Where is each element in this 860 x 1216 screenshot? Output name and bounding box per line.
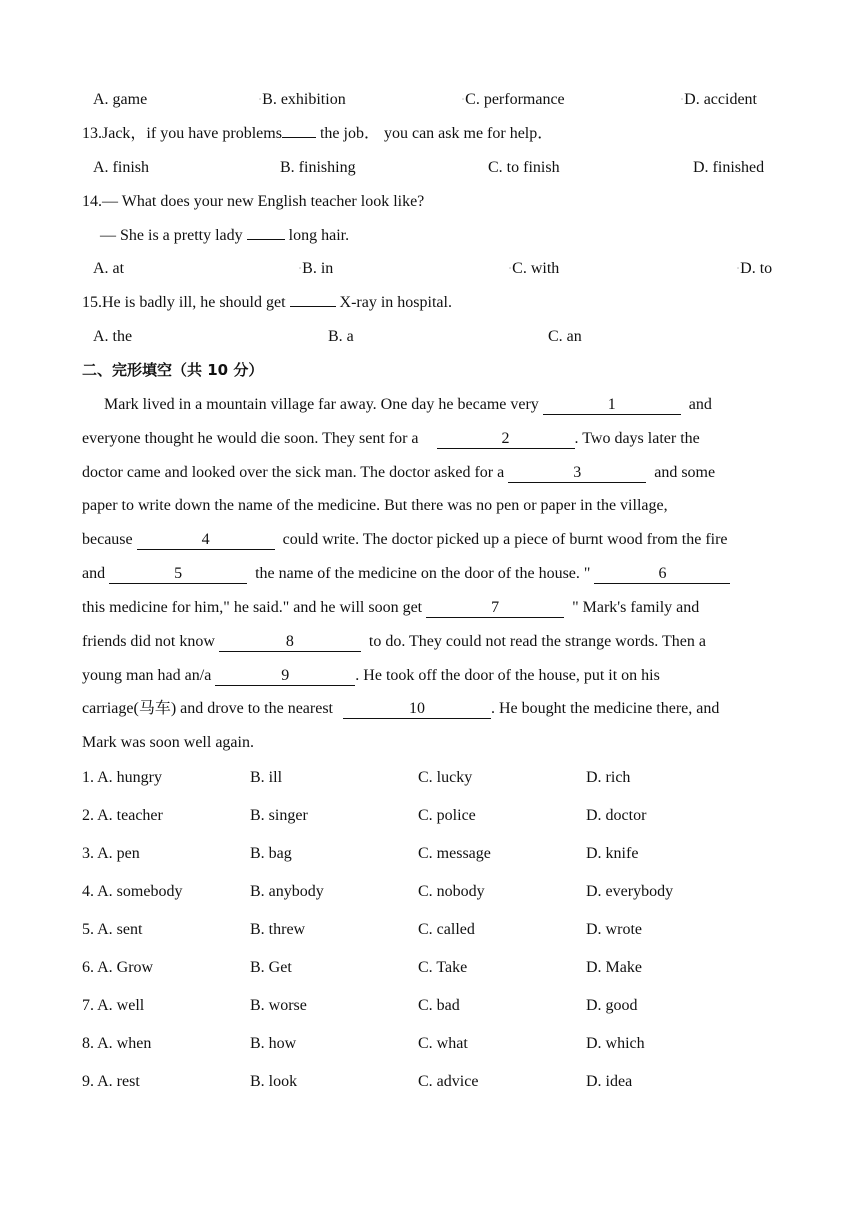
choice-6-option-d: D. Make (586, 959, 642, 976)
question-15: 15.He is badly ill, he should get X-ray in hospital. (82, 294, 452, 311)
choice-5-option-d: D. wrote (586, 921, 642, 938)
option-b: B. finishing (280, 159, 356, 176)
choice-1-option-d: D. rich (586, 769, 631, 786)
answer-blank (282, 137, 316, 138)
option-c: ▫C. performance (462, 91, 565, 108)
answer-blank (290, 306, 336, 307)
choice-8-option-d: D. which (586, 1035, 645, 1052)
option-b: ▫B. exhibition (259, 91, 346, 108)
choice-7-option-a: 7. A. well (82, 997, 145, 1014)
choice-2-option-b: B. singer (250, 807, 308, 824)
passage-line: and 5 the name of the medicine on the door of the house. " 6 (82, 564, 782, 584)
choice-1-option-c: C. lucky (418, 769, 473, 786)
passage-line: because 4 could write. The doctor picked up a piece of burnt wood from the fire (82, 531, 728, 548)
cloze-blank-5: 5 (109, 565, 247, 584)
choice-8-option-c: C. what (418, 1035, 468, 1052)
option-a: A. finish (93, 159, 149, 176)
cloze-blank-3: 3 (508, 464, 646, 483)
choice-2-option-a: 2. A. teacher (82, 807, 163, 824)
choice-7-option-b: B. worse (250, 997, 307, 1014)
cloze-blank-2: 2 (437, 430, 575, 449)
choice-5-option-b: B. threw (250, 921, 306, 938)
choice-2-option-d: D. doctor (586, 807, 647, 824)
choice-7-option-c: C. bad (418, 997, 460, 1014)
option-a: A. game (93, 91, 148, 108)
question-14-answer: — She is a pretty lady long hair. (100, 227, 350, 244)
choice-7-option-d: D. good (586, 997, 638, 1014)
cloze-blank-10: 10 (343, 700, 491, 719)
choice-1-option-a: 1. A. hungry (82, 769, 162, 786)
passage-line: paper to write down the name of the medicine. But there was no pen or paper in the village, (82, 497, 668, 514)
choice-2-option-c: C. police (418, 807, 476, 824)
choice-9-option-a: 9. A. rest (82, 1073, 140, 1090)
question-13: 13.Jack，if you have problems the job． you can ask me for help． (82, 125, 554, 142)
choice-9-option-c: C. advice (418, 1073, 479, 1090)
cloze-blank-6: 6 (594, 565, 730, 584)
option-a: A. at (93, 260, 125, 277)
passage-line: Mark lived in a mountain village far away. One day he became very 1 and (104, 396, 712, 413)
passage-line: young man had an/a 9 . He took off the door of the house, put it on his (82, 667, 660, 684)
option-c: C. an (548, 328, 582, 345)
choice-3-option-d: D. knife (586, 845, 639, 862)
choice-3-option-c: C. message (418, 845, 491, 862)
option-b: B. a (328, 328, 354, 345)
cloze-blank-8: 8 (219, 633, 361, 652)
passage-line: Mark was soon well again. (82, 734, 254, 751)
choice-5-option-c: C. called (418, 921, 475, 938)
choice-4-option-c: C. nobody (418, 883, 485, 900)
option-d: ▫D. accident (681, 91, 757, 108)
choice-3-option-b: B. bag (250, 845, 292, 862)
passage-line: this medicine for him," he said." and he will soon get 7 " Mark's family and (82, 599, 700, 616)
question-14: 14.— What does your new English teacher look like? (82, 193, 425, 210)
cloze-blank-7: 7 (426, 599, 564, 618)
cloze-blank-4: 4 (137, 531, 275, 550)
choice-4-option-d: D. everybody (586, 883, 674, 900)
option-c: ▫C. with (509, 260, 560, 277)
option-d: ▫D. to (737, 260, 773, 277)
answer-blank (247, 239, 285, 240)
choice-3-option-a: 3. A. pen (82, 845, 140, 862)
passage-line: friends did not know 8 to do. They could not read the strange words. Then a (82, 633, 706, 650)
choice-9-option-d: D. idea (586, 1073, 633, 1090)
choice-1-option-b: B. ill (250, 769, 283, 786)
choice-8-option-b: B. how (250, 1035, 297, 1052)
choice-8-option-a: 8. A. when (82, 1035, 152, 1052)
option-b: ▫B. in (299, 260, 334, 277)
choice-6-option-a: 6. A. Grow (82, 959, 154, 976)
passage-line: carriage(马车) and drove to the nearest 10 . He bought the medicine there, and (82, 700, 720, 717)
choice-4-option-a: 4. A. somebody (82, 883, 183, 900)
cloze-blank-9: 9 (215, 667, 355, 686)
choice-4-option-b: B. anybody (250, 883, 324, 900)
option-a: A. the (93, 328, 133, 345)
choice-9-option-b: B. look (250, 1073, 298, 1090)
cloze-blank-1: 1 (543, 396, 681, 415)
passage-line: everyone thought he would die soon. They sent for a 2 . Two days later the (82, 430, 700, 447)
choice-5-option-a: 5. A. sent (82, 921, 143, 938)
section-heading: 二、完形填空（共 10 分） (82, 361, 264, 379)
passage-line: doctor came and looked over the sick man. The doctor asked for a 3 and some (82, 464, 716, 481)
option-d: D. finished (693, 159, 765, 176)
choice-6-option-c: C. Take (418, 959, 468, 976)
option-c: C. to finish (488, 159, 560, 176)
choice-6-option-b: B. Get (250, 959, 292, 976)
